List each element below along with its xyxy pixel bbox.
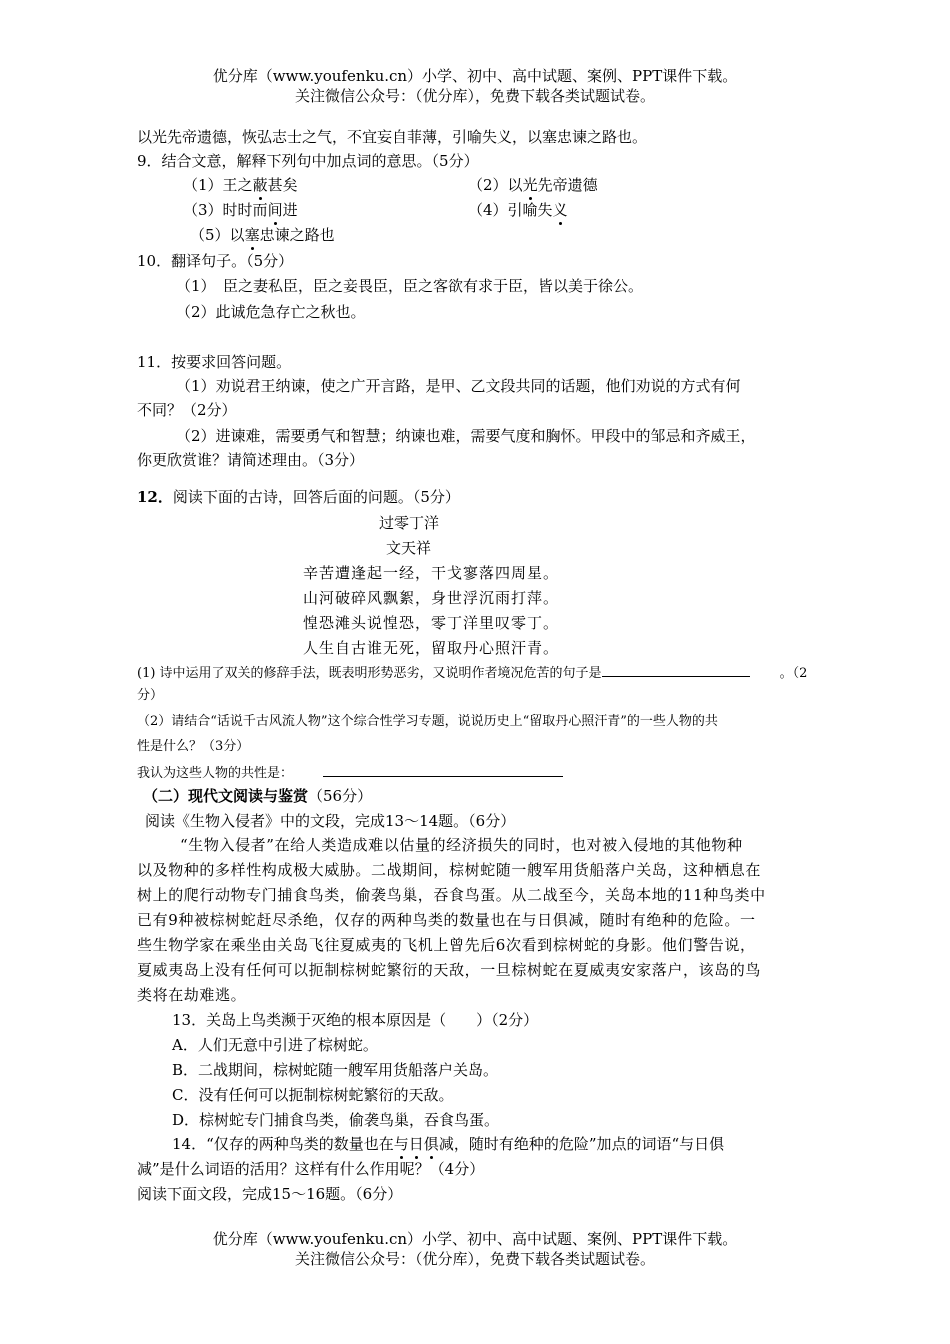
passage-line: “生物入侵者”在给人类造成难以估量的经济损失的同时，也对被入侵地的其他物种 <box>180 836 743 854</box>
q11-part-2a: （2）进谏难，需要勇气和智慧；纳谏也难，需要气度和胸怀。甲段中的邹忌和齐威王， <box>176 427 756 445</box>
q13-option-d: D．棕树蛇专门捕食鸟类，偷袭鸟巢，吞食鸟蛋。 <box>172 1111 500 1129</box>
q10-sentence-1: （1） 臣之妻私臣，臣之妾畏臣，臣之客欲有求于臣，皆以美于徐公。 <box>176 277 644 295</box>
passage-line: 以及物种的多样性构成极大威胁。二战期间，棕树蛇随一艘军用货船落户关岛，这种栖息在 <box>137 861 762 879</box>
q14-stem: 14．“仅存的两种鸟类的数量也在与日俱减，随时有绝种的危险”加点的词语“与日俱 <box>172 1135 725 1153</box>
poem-line: 山河破碎风飘絮，身世浮沉雨打萍。 <box>303 589 560 607</box>
passage-line: 夏威夷岛上没有任何可以扼制棕树蛇繁衍的天敌，一旦棕树蛇在夏威夷安家落户，该岛的鸟 <box>137 961 762 979</box>
q11-stem: 11．按要求回答问题。 <box>137 353 292 371</box>
emphasis-dot-char: 与 <box>393 1135 409 1153</box>
q9-item-5: （5）以塞忠谏之路也 <box>190 226 335 244</box>
passage-line: 类将在劫难逃。 <box>137 986 247 1004</box>
emphasis-dot-char: 塞 <box>244 226 260 244</box>
q9-item-4: （4）引喻失义 <box>468 201 568 219</box>
answer-blank[interactable] <box>602 662 750 677</box>
poem-line: 惶恐滩头说惶恐，零丁洋里叹零丁。 <box>303 614 560 632</box>
q12-sub-2a: （2）请结合“话说千古风流人物”这个综合性学习专题，说说历史上“留取丹心照汗青”的一些人物的共 <box>137 714 718 729</box>
q13-option-a: A．人们无意中引进了棕树蛇。 <box>172 1036 378 1054</box>
q12-sub-1a: (1) 诗中运用了双关的修辞手法，既表明形势恶劣，又说明作者境况危苦的句子是 。（2 <box>137 662 807 684</box>
q13-option-b: B．二战期间，棕树蛇随一艘军用货船落户关岛。 <box>172 1061 499 1079</box>
q11-part-1b: 不同？（2分） <box>137 401 237 419</box>
section-title: （二）现代文阅读与鉴赏（56分） <box>143 787 373 805</box>
q12-number: 12． <box>137 488 173 506</box>
section-intro: 阅读《生物入侵者》中的文段，完成13～14题。（6分） <box>145 812 516 830</box>
q11-part-1a: （1）劝说君王纳谏，使之广开言路，是甲、乙文段共同的话题，他们劝说的方式有何 <box>176 377 741 395</box>
poem-line: 辛苦遭逢起一经，干戈寥落四周星。 <box>303 564 560 582</box>
emphasis-dot-char: 义 <box>552 201 568 219</box>
q13-stem: 13．关岛上鸟类濒于灭绝的根本原因是（ ）（2分） <box>172 1011 539 1029</box>
passage-line: 已有9种被棕树蛇赶尽杀绝，仅存的两种鸟类的数量也在与日俱减，随时有绝种的危险。一 <box>137 911 756 929</box>
header-line-2: 关注微信公众号：（优分库），免费下载各类试题试卷。 <box>294 87 655 105</box>
emphasis-dot-char: 俱 <box>423 1135 439 1153</box>
emphasis-dot-char: 蔽 <box>252 176 268 194</box>
q9-item-3: （3）时时而间进 <box>183 201 298 219</box>
q12-sub-1b: 分） <box>137 688 164 703</box>
header-line-1: 优分库（www.youfenku.cn）小学、初中、高中试题、案例、PPT课件下载。 <box>212 67 738 85</box>
q11-part-2b: 你更欣赏谁？请简述理由。（3分） <box>137 451 365 469</box>
q13-option-c: C．没有任何可以扼制棕树蛇繁衍的天敌。 <box>172 1086 454 1104</box>
answer-blank[interactable] <box>323 762 563 777</box>
q14-stem-line-2: 减”是什么词语的活用？这样有什么作用呢？（4分） <box>137 1160 485 1178</box>
poem-line: 人生自古谁无死，留取丹心照汗青。 <box>303 639 560 657</box>
q9-item-1: （1）王之蔽甚矣 <box>183 176 298 194</box>
q9-stem: 9．结合文意，解释下列句中加点词的意思。（5分） <box>137 152 479 170</box>
emphasis-dot-char: 光 <box>522 176 538 194</box>
emphasis-dot-char: 日 <box>408 1135 424 1153</box>
q12-sub-2c: 我认为这些人物的共性是： <box>137 762 563 784</box>
q9-item-2: （2）以光先帝遗德 <box>468 176 598 194</box>
footer-line-2: 关注微信公众号：（优分库），免费下载各类试题试卷。 <box>294 1250 655 1268</box>
passage-line: 树上的爬行动物专门捕食鸟类，偷袭鸟巢，吞食鸟蛋。从二战至今，关岛本地的11种鸟类中 <box>137 886 766 904</box>
poem-title: 过零丁洋 <box>379 514 440 532</box>
footer-line-1: 优分库（www.youfenku.cn）小学、初中、高中试题、案例、PPT课件下载。 <box>212 1230 738 1248</box>
q15-intro: 阅读下面文段，完成15～16题。（6分） <box>137 1185 403 1203</box>
q12-sub-2b: 性是什么？（3分） <box>137 739 250 754</box>
passage-line: 些生物学家在乘坐由关岛飞往夏威夷的飞机上曾先后6次看到棕树蛇的身影。他们警告说， <box>137 936 756 954</box>
poem-author: 文天祥 <box>386 539 432 557</box>
q10-stem: 10．翻译句子。（5分） <box>137 252 294 270</box>
q12-stem: 12．阅读下面的古诗，回答后面的问题。（5分） <box>137 488 460 506</box>
q10-sentence-2: （2）此诚危急存亡之秋也。 <box>176 303 366 321</box>
passage-top-line: 以光先帝遗德，恢弘志士之气，不宜妄自菲薄，引喻失义，以塞忠谏之路也。 <box>137 128 648 146</box>
emphasis-dot-char: 间 <box>267 201 283 219</box>
